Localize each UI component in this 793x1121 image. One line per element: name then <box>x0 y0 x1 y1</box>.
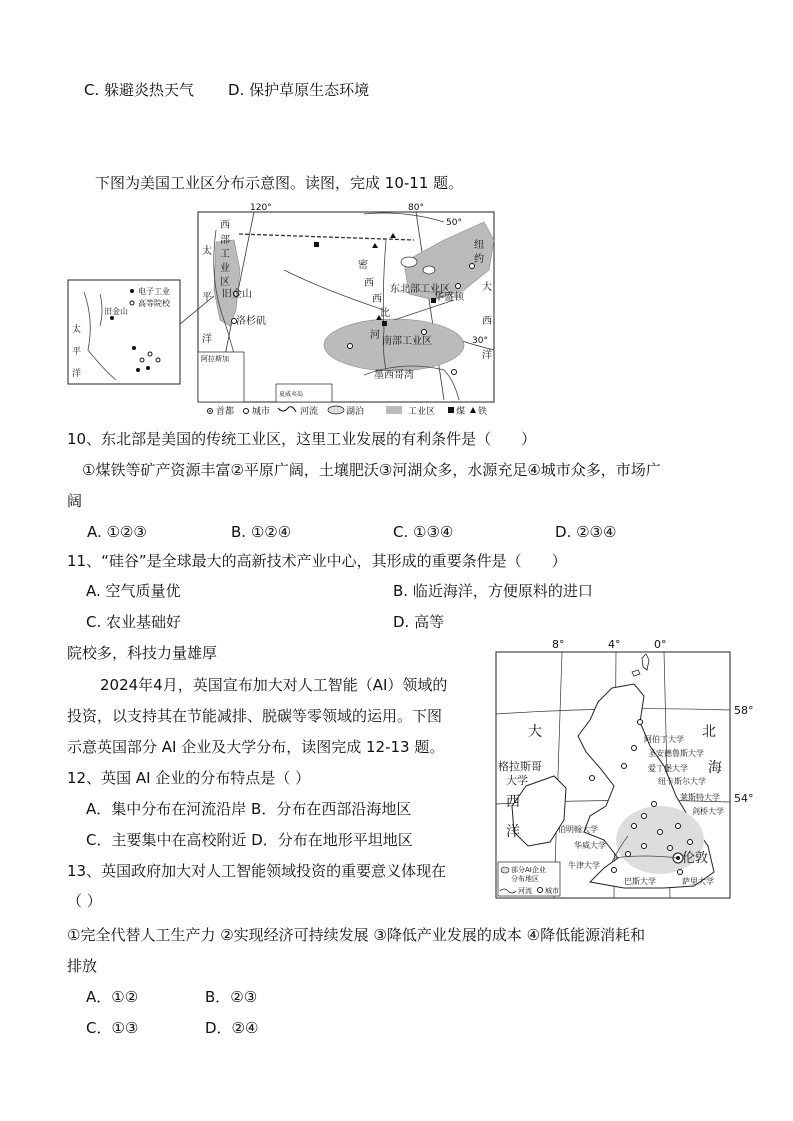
west-region-label-5: 区 <box>220 277 230 288</box>
q13-conditions-2: 排放 <box>67 957 98 975</box>
inset-legend-electronics: 电子工业 <box>138 287 170 296</box>
cambridge-label: 剑桥大学 <box>692 807 724 816</box>
q11-stem: 11、“硅谷”是全球最大的高新技术产业中心，其形成的重要条件是（ ） <box>67 552 567 570</box>
west-region-label-1: 西 <box>220 220 230 231</box>
legend-industrial: 工业区 <box>408 407 436 417</box>
legend-iron: 铁 <box>478 407 488 417</box>
q13-option-d: D．②④ <box>205 1019 259 1037</box>
uk-legend-ai-2: 分布地区 <box>511 875 539 883</box>
q9-option-d: D. 保护草原生态环境 <box>228 81 370 99</box>
lon-120-label: 120° <box>250 203 272 213</box>
us-industrial-map <box>64 200 500 418</box>
inset-sf-label: 旧金山 <box>104 307 128 316</box>
ne-region-label: 东北部工业区 <box>390 284 450 295</box>
q12-options-cd: C．主要集中在高校附近 D．分布在地形平坦地区 <box>86 831 413 849</box>
legend-capital: 首都 <box>216 407 235 417</box>
q10-option-a: A. ①②③ <box>87 523 147 541</box>
lat-50-label: 50° <box>446 218 462 228</box>
mi-label: 密 <box>358 260 368 271</box>
xi-label: 西 <box>364 278 374 289</box>
xi2-label: 西 <box>372 294 382 305</box>
q11-option-d: D. 高等 <box>393 613 445 631</box>
south-region-label: 南部工业区 <box>382 336 432 347</box>
pacific-label-2: 平 <box>202 292 212 303</box>
alaska-label: 阿拉斯加 <box>201 355 229 363</box>
uk-lon-8: 8° <box>552 638 565 651</box>
inset-pacific-1: 太 <box>72 325 82 335</box>
inset-pacific-3: 洋 <box>72 369 82 379</box>
atlantic-label-2: 西 <box>482 316 492 327</box>
edinburgh-label: 爱丁堡大学 <box>648 764 688 773</box>
us-intro: 下图为美国工业区分布示意图。读图，完成 10-11 题。 <box>95 174 464 192</box>
west-region-label-4: 业 <box>220 263 230 274</box>
legend-lake: 湖泊 <box>346 407 365 417</box>
glasgow-label-2: 大学 <box>506 774 528 787</box>
west-region-label-2: 部 <box>220 235 230 246</box>
oxford-label: 牛津大学 <box>568 861 600 870</box>
pacific-label-3: 洋 <box>202 334 212 345</box>
q11-option-c: C. 农业基础好 <box>86 613 182 631</box>
aberdeen-label: 阿伯丁大学 <box>644 735 684 744</box>
hawaii-label: 夏威夷岛 <box>279 391 304 398</box>
q10-stem: 10、东北部是美国的传统工业区，这里工业发展的有利条件是（ ） <box>67 430 537 448</box>
bi-label: 比 <box>380 308 390 319</box>
uk-lat-54: 54° <box>734 792 754 805</box>
uk-intro-1: 2024年4月，英国宣布加大对人工智能（AI）领域的 <box>100 676 448 694</box>
pacific-label-1: 太 <box>202 246 212 257</box>
q10-option-d: D. ②③④ <box>555 523 617 541</box>
uk-atlantic-1: 大 <box>528 724 542 740</box>
uk-lat-58: 58° <box>734 704 754 717</box>
q9-option-c: C. 躲避炎热天气 <box>84 81 195 99</box>
birmingham-label: 伯明翰大学 <box>558 825 598 834</box>
atlantic-label-1: 大 <box>482 282 492 293</box>
q13-conditions-1: ①完全代替人工生产力 ②实现经济可持续发展 ③降低产业发展的成本 ④降低能源消耗和 <box>67 926 646 944</box>
q10-option-b: B. ①②④ <box>231 523 292 541</box>
glasgow-label-1: 格拉斯哥 <box>498 760 542 773</box>
warwick-label: 华威大学 <box>574 841 606 850</box>
uk-legend-city: 城市 <box>545 887 559 895</box>
uk-lon-0: 0° <box>654 638 667 651</box>
ny-label-2: 约 <box>474 254 484 265</box>
uk-lon-4: 4° <box>608 638 621 651</box>
newcastle-label: 纽卡斯尔大学 <box>658 777 706 786</box>
uk-legend-ai-1: 部分AI企业 <box>511 866 546 874</box>
q13-option-a: A．①② <box>86 988 139 1006</box>
uk-intro-2: 投资，以支持其在节能减排、脱碳等零领域的运用。下图 <box>67 707 443 725</box>
uk-north-sea-2: 海 <box>708 760 722 776</box>
q12-options-ab: A．集中分布在河流沿岸 B．分布在西部沿海地区 <box>86 800 412 818</box>
dc-label: 华盛顿 <box>434 292 464 303</box>
q13-paren: （ ） <box>67 892 102 910</box>
q13-option-c: C．①③ <box>86 1019 139 1037</box>
la-label: 洛杉矶 <box>236 316 266 327</box>
q11-option-b: B. 临近海洋，方便原料的进口 <box>393 582 593 600</box>
uk-north-sea-1: 北 <box>702 724 716 740</box>
inset-legend-university: 高等院校 <box>138 299 170 308</box>
lat-30-label: 30° <box>472 336 488 346</box>
sussex-label: 萨里大学 <box>682 877 714 886</box>
inset-pacific-2: 平 <box>72 347 82 357</box>
west-region-label-3: 工 <box>220 249 230 260</box>
gulf-label: 墨西哥湾 <box>374 370 414 381</box>
legend-city: 城市 <box>252 407 271 417</box>
legend-river: 河流 <box>300 407 319 417</box>
he-label: 河 <box>370 330 380 341</box>
uk-intro-3: 示意英国部分 AI 企业及大学分布，读图完成 12-13 题。 <box>67 738 445 756</box>
ny-label-1: 纽 <box>474 240 484 251</box>
q12-stem: 12、英国 AI 企业的分布特点是（ ） <box>67 769 311 787</box>
lon-80-label: 80° <box>408 203 424 213</box>
bath-label: 巴斯大学 <box>624 877 656 886</box>
q10-conditions-2: 阔 <box>67 492 83 510</box>
q13-stem: 13、英国政府加大对人工智能领域投资的重要意义体现在 <box>67 862 447 880</box>
uk-ai-map <box>494 636 764 902</box>
q11-option-a: A. 空气质量优 <box>86 582 181 600</box>
atlantic-label-3: 洋 <box>482 350 492 361</box>
st-andrews-label: 圣安德鲁斯大学 <box>648 749 704 758</box>
sf-label: 旧金山 <box>222 289 252 300</box>
q10-option-c: C. ①③④ <box>393 523 454 541</box>
uk-atlantic-2: 西 <box>506 794 520 810</box>
uk-legend-river: 河流 <box>518 887 532 895</box>
q10-conditions-1: ①煤铁等矿产资源丰富②平原广阔，土壤肥沃③河湖众多，水源充足④城市众多，市场广 <box>82 461 661 479</box>
q11-option-d-continued: 院校多，科技力量雄厚 <box>67 644 218 662</box>
uk-atlantic-3: 洋 <box>506 824 520 840</box>
q13-option-b: B．②③ <box>205 988 258 1006</box>
leeds-label: 莱斯特大学 <box>680 793 720 802</box>
london-label: 伦敦 <box>682 851 709 866</box>
legend-coal: 煤 <box>456 407 466 417</box>
